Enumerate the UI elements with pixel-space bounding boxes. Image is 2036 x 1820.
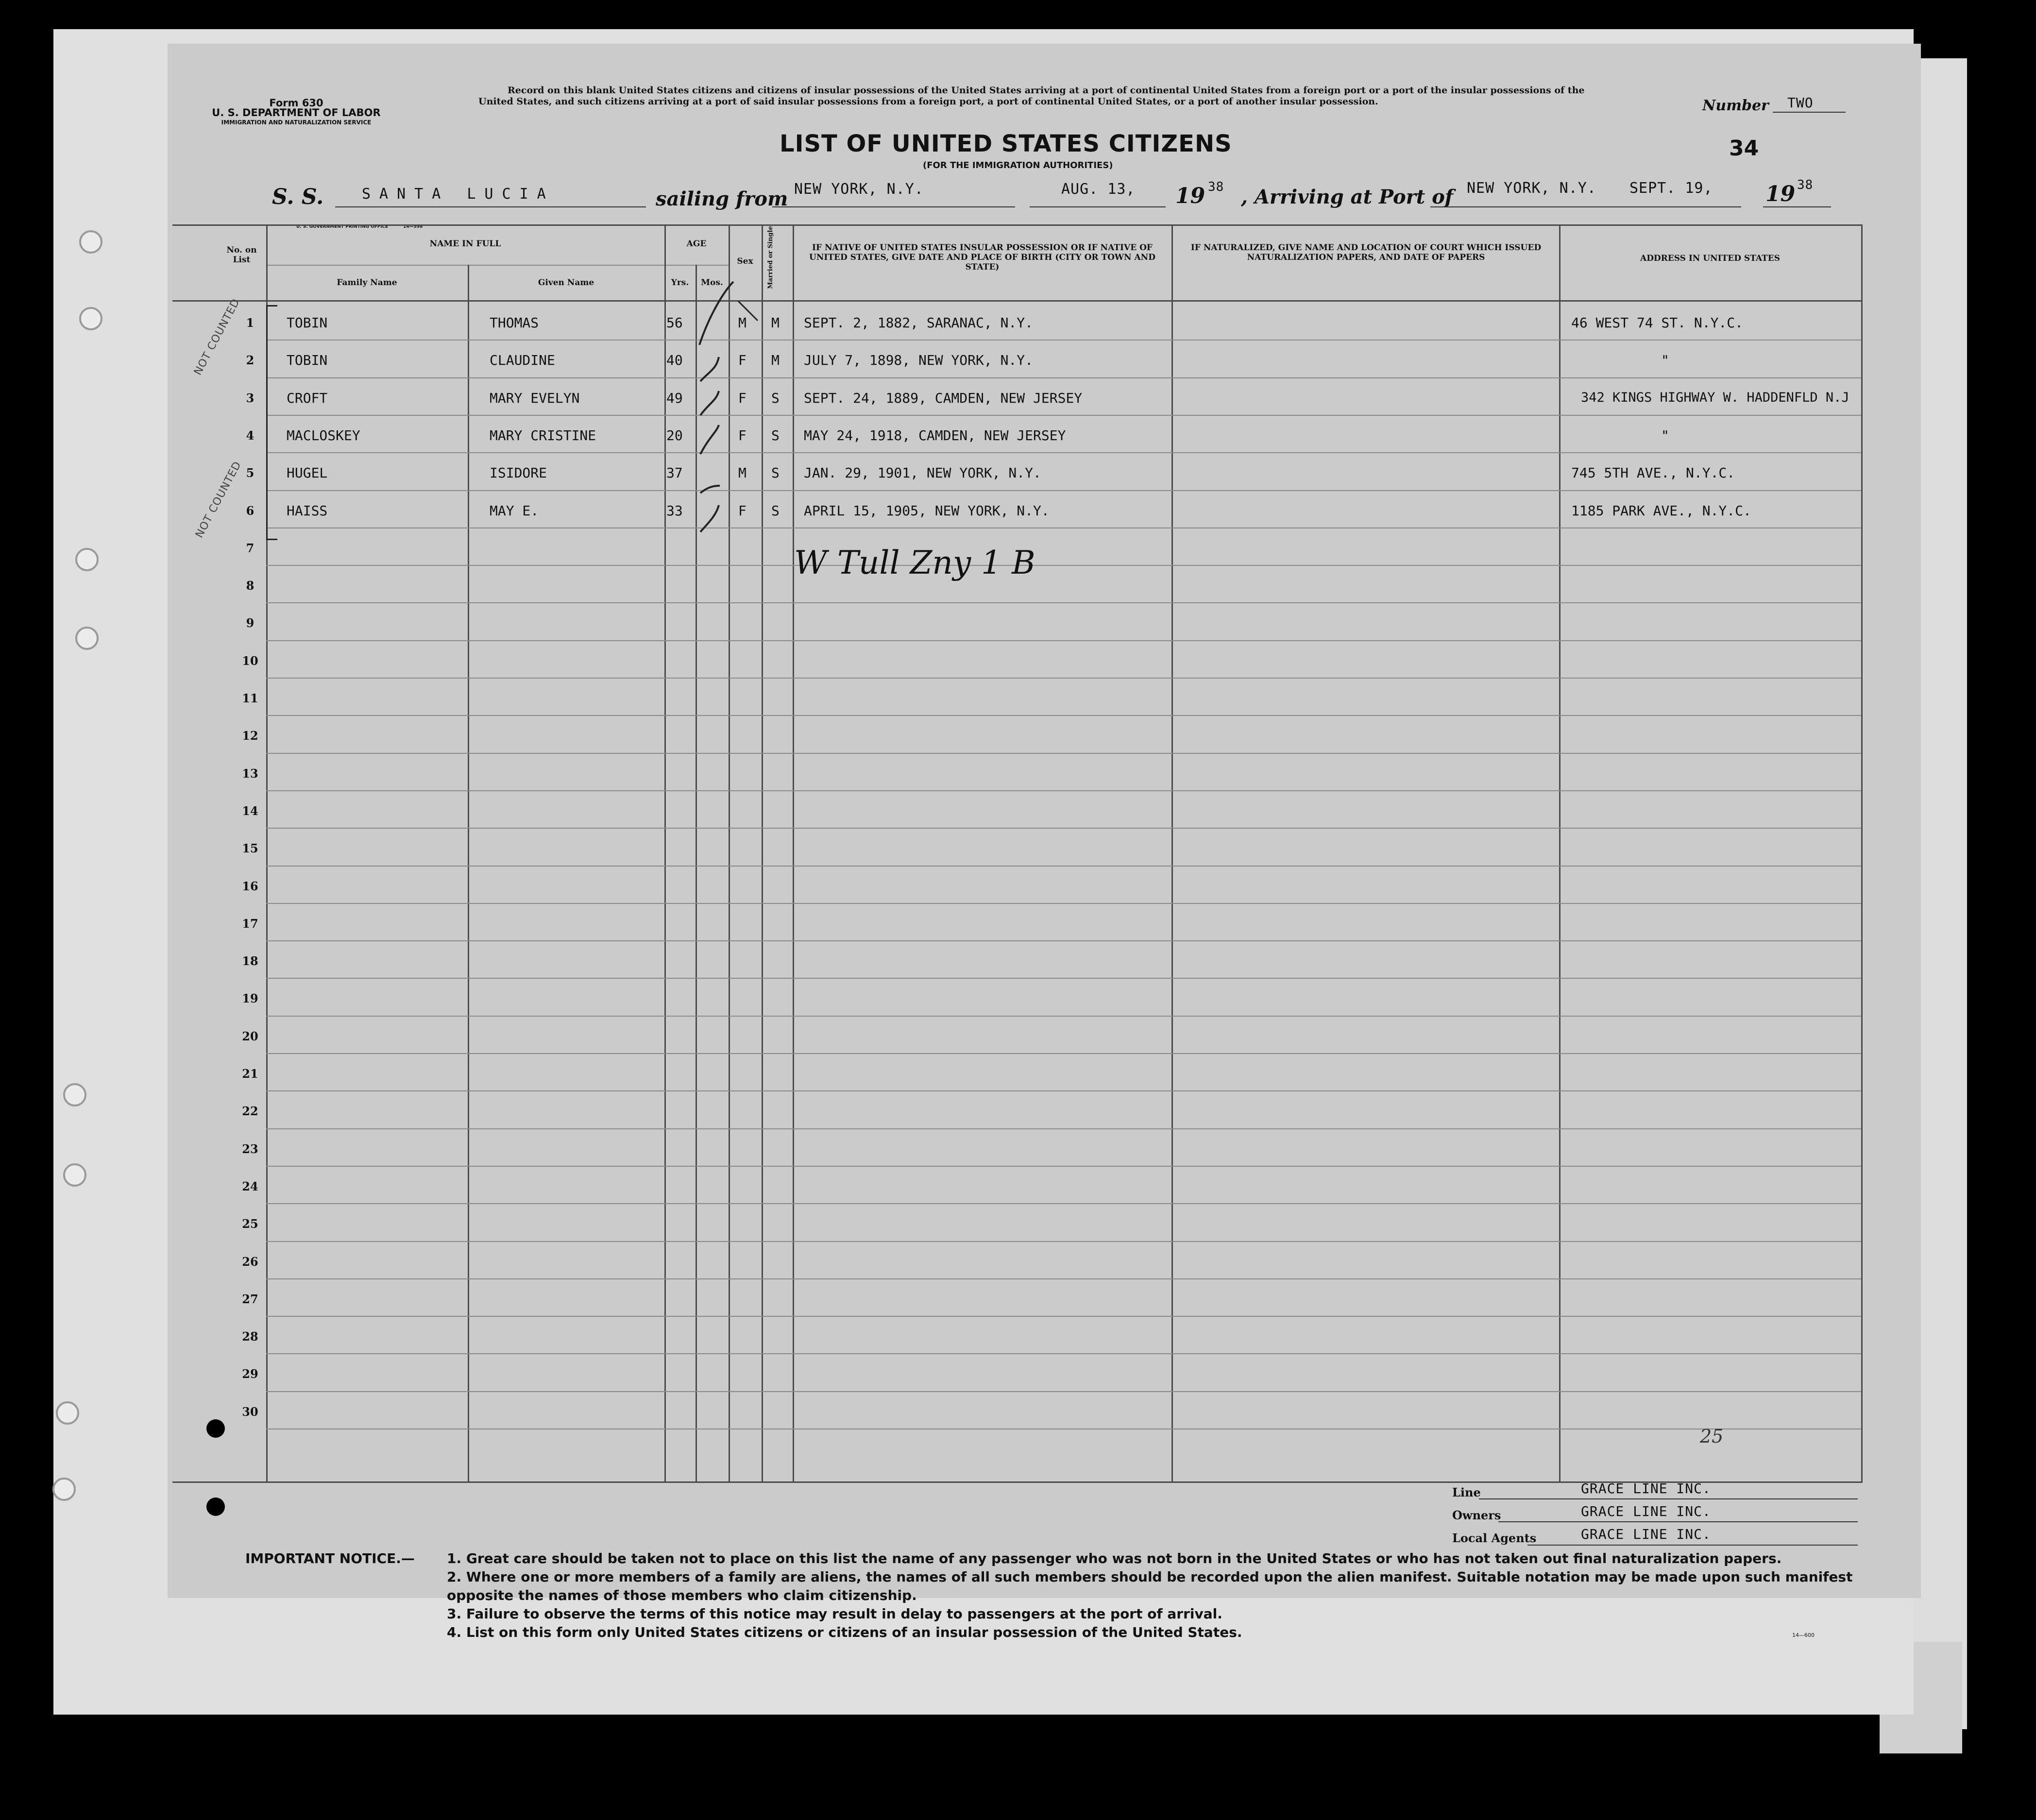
row-number: 30 xyxy=(242,1404,258,1419)
department-name: U. S. DEPARTMENT OF LABOR xyxy=(212,107,381,119)
row-rule xyxy=(266,678,1861,679)
given-name-cell: ISIDORE xyxy=(490,465,547,481)
binder-hole xyxy=(56,1401,79,1425)
col-header-sex: Sex xyxy=(737,256,753,266)
row-number: 11 xyxy=(242,691,258,705)
row-number: 4 xyxy=(246,428,254,442)
sailing-date: AUG. 13, xyxy=(1061,181,1136,198)
row-number: 27 xyxy=(242,1292,258,1306)
birth-cell: SEPT. 2, 1882, SARANAC, N.Y. xyxy=(804,315,1034,331)
binder-hole xyxy=(75,627,99,650)
not-counted-stamp: NOT COUNTED xyxy=(192,296,243,377)
col-header-naturalized: IF NATURALIZED, GIVE NAME AND LOCATION OF COURT WHICH ISSUED NATURALIZATION PAPERS, AND DATE OF PAPERS xyxy=(1190,243,1542,262)
given-name-cell: MARY CRISTINE xyxy=(490,427,596,443)
sex-cell: F xyxy=(738,352,747,369)
row-rule xyxy=(266,866,1861,867)
form-number: Form 630 xyxy=(269,97,323,109)
notice-list xyxy=(447,1549,1855,1642)
notice-code: 14—600 xyxy=(1792,1632,1815,1638)
corner-number: 25 xyxy=(1700,1426,1724,1447)
line-value: GRACE LINE INC. xyxy=(1581,1480,1711,1497)
age-years-cell: 56 xyxy=(666,315,683,331)
marital-status-cell: S xyxy=(771,502,780,519)
col-rule xyxy=(793,224,794,1482)
notice-item: 2. Where one or more members of a family are aliens, the names of all such members should be recorded upon the alien manifest. Suitable notation may be made upon such manifest opposite the names of those members who claim citizenship. xyxy=(447,1569,1853,1603)
row-number: 6 xyxy=(246,503,254,518)
binder-hole xyxy=(63,1163,86,1187)
marital-status-cell: M xyxy=(771,315,780,331)
age-years-cell: 40 xyxy=(666,352,683,369)
row-rule xyxy=(266,565,1861,566)
given-name-cell: MAY E. xyxy=(490,502,539,519)
agents-value: GRACE LINE INC. xyxy=(1581,1526,1711,1542)
given-name-cell: THOMAS xyxy=(490,315,539,331)
family-name-cell: TOBIN xyxy=(287,352,328,369)
marital-status-cell: S xyxy=(771,390,780,406)
handwritten-note: W Tull Zny 1 B xyxy=(794,544,1035,581)
row-number: 1 xyxy=(246,316,254,330)
notice-heading: IMPORTANT NOTICE.— xyxy=(245,1550,415,1566)
row-number: 3 xyxy=(246,391,254,405)
form-title: LIST OF UNITED STATES CITIZENS xyxy=(780,130,1232,157)
row-number: 21 xyxy=(242,1067,258,1081)
family-name-cell: TOBIN xyxy=(287,315,328,331)
family-name-cell: CROFT xyxy=(287,390,328,406)
row-number: 12 xyxy=(242,729,258,743)
row-rule xyxy=(266,1203,1861,1204)
row-number: 29 xyxy=(242,1367,258,1381)
row-rule xyxy=(266,377,1861,378)
marital-status-cell: M xyxy=(771,352,780,369)
col-header-family-name: Family Name xyxy=(337,278,397,288)
row-number: 5 xyxy=(246,466,254,480)
ship-name: SANTA LUCIA xyxy=(362,186,555,203)
arriving-label: , Arriving at Port of xyxy=(1241,186,1454,208)
binder-hole xyxy=(79,307,102,330)
col-header-yrs: Yrs. xyxy=(671,278,689,288)
number-label: Number xyxy=(1702,97,1769,114)
row-rule xyxy=(266,753,1861,754)
row-number: 9 xyxy=(246,616,254,630)
row-number: 13 xyxy=(242,766,258,781)
row-number: 22 xyxy=(242,1104,258,1119)
owners-value: GRACE LINE INC. xyxy=(1581,1503,1711,1519)
address-cell: 46 WEST 74 ST. N.Y.C. xyxy=(1571,315,1744,331)
punch-dot xyxy=(206,1419,225,1438)
row-rule xyxy=(266,828,1861,829)
col-header-no: No. on List xyxy=(226,245,257,265)
arrival-port: NEW YORK, N.Y. xyxy=(1467,180,1596,197)
form-subtitle: (FOR THE IMMIGRATION AUTHORITIES) xyxy=(923,160,1113,170)
col-header-mos: Mos. xyxy=(701,278,723,288)
family-name-cell: HUGEL xyxy=(287,465,328,481)
family-name-cell: HAISS xyxy=(287,502,328,519)
address-cell: " xyxy=(1661,427,1669,443)
col-header-address: ADDRESS IN UNITED STATES xyxy=(1640,254,1780,263)
row-rule xyxy=(266,602,1861,603)
row-number: 7 xyxy=(246,541,254,555)
family-name-cell: MACLOSKEY xyxy=(287,427,360,443)
birth-cell: JAN. 29, 1901, NEW YORK, N.Y. xyxy=(804,465,1041,481)
given-name-cell: CLAUDINE xyxy=(490,352,555,369)
age-years-cell: 20 xyxy=(666,427,683,443)
birth-cell: MAY 24, 1918, CAMDEN, NEW JERSEY xyxy=(804,427,1066,443)
row-rule xyxy=(266,527,1861,528)
row-rule xyxy=(266,640,1861,641)
arrival-year-prefix: 19 xyxy=(1765,182,1796,206)
sex-cell: M xyxy=(738,315,747,331)
row-number: 25 xyxy=(242,1217,258,1231)
row-rule xyxy=(266,1090,1861,1091)
row-rule xyxy=(266,1278,1861,1279)
row-rule xyxy=(266,1241,1861,1242)
number-value: TWO xyxy=(1787,95,1814,111)
row-rule xyxy=(266,903,1861,904)
row-number: 14 xyxy=(242,803,258,818)
col-header-birth: IF NATIVE OF UNITED STATES INSULAR POSSESSION OR IF NATIVE OF UNITED STATES, GIVE DATE AND PLACE OF BIRTH (CITY OR TOWN AND STATE) xyxy=(809,243,1155,272)
not-counted-stamp: NOT COUNTED xyxy=(193,459,244,540)
arrival-date: SEPT. 19, xyxy=(1629,180,1713,197)
row-rule xyxy=(266,715,1861,716)
birth-cell: APRIL 15, 1905, NEW YORK, N.Y. xyxy=(804,502,1050,519)
row-rule xyxy=(266,978,1861,979)
sailing-label: sailing from xyxy=(656,187,788,210)
row-number: 18 xyxy=(242,954,258,969)
row-number: 24 xyxy=(242,1179,258,1193)
form-preamble: Record on this blank United States citizens and citizens of insular possessions of the United States arriving at a port of continental United States from a foreign port or a port of the insular possessions of the United States, and such citizens arriving at a port of said insular possessions from a foreign port, a port of continental United States, or a port of another insular possession. xyxy=(478,85,1585,107)
binder-hole xyxy=(63,1083,86,1106)
given-name-cell: MARY EVELYN xyxy=(490,390,580,406)
sex-cell: M xyxy=(738,465,747,481)
row-rule xyxy=(266,1128,1861,1129)
row-number: 28 xyxy=(242,1329,258,1344)
birth-cell: SEPT. 24, 1889, CAMDEN, NEW JERSEY xyxy=(804,390,1083,406)
address-cell: 342 KINGS HIGHWAY W. HADDENFLD N.J xyxy=(1581,390,1849,405)
row-rule xyxy=(266,490,1861,491)
arrival-year-suffix: 38 xyxy=(1797,178,1814,192)
departure-port: NEW YORK, N.Y. xyxy=(794,181,924,198)
col-rule xyxy=(664,224,666,1482)
marital-status-cell: S xyxy=(771,465,780,481)
row-number: 15 xyxy=(242,841,258,856)
age-years-cell: 49 xyxy=(666,390,683,406)
notice-item: 4. List on this form only United States citizens or citizens of an insular possession of the United States. xyxy=(447,1624,1242,1640)
sailing-year-suffix: 38 xyxy=(1208,180,1224,194)
row-rule xyxy=(266,1016,1861,1017)
sailing-year-prefix: 19 xyxy=(1175,184,1205,208)
row-number: 10 xyxy=(242,653,258,668)
col-header-age: AGE xyxy=(686,239,707,249)
row-rule xyxy=(266,790,1861,791)
row-rule xyxy=(266,1053,1861,1054)
birth-cell: JULY 7, 1898, NEW YORK, N.Y. xyxy=(804,352,1034,369)
address-cell: 1185 PARK AVE., N.Y.C. xyxy=(1571,502,1751,519)
row-rule xyxy=(266,1353,1861,1354)
age-years-cell: 37 xyxy=(666,465,683,481)
printing-office: U. S. GOVERNMENT PRINTING OFFICE xyxy=(296,224,389,229)
row-number: 2 xyxy=(246,353,254,368)
row-number: 17 xyxy=(242,916,258,931)
col-rule xyxy=(1861,224,1863,1482)
row-rule xyxy=(266,415,1861,416)
owners-label: Owners xyxy=(1452,1508,1501,1522)
row-number: 19 xyxy=(242,991,258,1006)
notice-item: 3. Failure to observe the terms of this notice may result in delay to passengers at the port of arrival. xyxy=(447,1606,1222,1622)
marital-status-cell: S xyxy=(771,427,780,443)
ss-label: S. S. xyxy=(272,185,324,209)
address-cell: " xyxy=(1661,352,1669,369)
sex-cell: F xyxy=(738,427,747,443)
row-rule xyxy=(266,940,1861,941)
row-number: 8 xyxy=(246,578,254,593)
binder-hole xyxy=(79,230,102,254)
line-label: Line xyxy=(1452,1485,1481,1499)
form-area xyxy=(168,44,1921,1598)
row-number: 26 xyxy=(242,1254,258,1269)
age-years-cell: 33 xyxy=(666,502,683,519)
row-rule xyxy=(266,1166,1861,1167)
col-header-married-single: Married or Single xyxy=(767,226,774,289)
bracket-mark xyxy=(266,305,277,540)
sex-cell: F xyxy=(738,502,747,519)
row-number: 16 xyxy=(242,879,258,893)
binder-hole xyxy=(75,548,99,571)
binder-hole xyxy=(52,1478,76,1501)
page-number: 34 xyxy=(1729,136,1759,161)
row-number: 20 xyxy=(242,1029,258,1043)
printing-code: 14—598 xyxy=(403,224,423,229)
col-rule xyxy=(1171,224,1173,1482)
checkmarks xyxy=(690,272,767,544)
row-rule xyxy=(266,452,1861,453)
sex-cell: F xyxy=(738,390,747,406)
notice-item: 1. Great care should be taken not to place on this list the name of any passenger who was not born in the United States or who has not taken out final naturalization papers. xyxy=(447,1550,1782,1566)
service-name: IMMIGRATION AND NATURALIZATION SERVICE xyxy=(221,119,372,126)
row-rule xyxy=(266,1316,1861,1317)
col-header-given-name: Given Name xyxy=(538,278,594,288)
row-number: 23 xyxy=(242,1141,258,1156)
row-rule xyxy=(266,1391,1861,1392)
col-header-name: NAME IN FULL xyxy=(429,239,501,249)
col-rule xyxy=(1559,224,1561,1482)
agents-label: Local Agents xyxy=(1452,1531,1537,1545)
address-cell: 745 5TH AVE., N.Y.C. xyxy=(1571,465,1735,481)
col-rule xyxy=(468,265,469,1482)
punch-dot xyxy=(206,1497,225,1516)
